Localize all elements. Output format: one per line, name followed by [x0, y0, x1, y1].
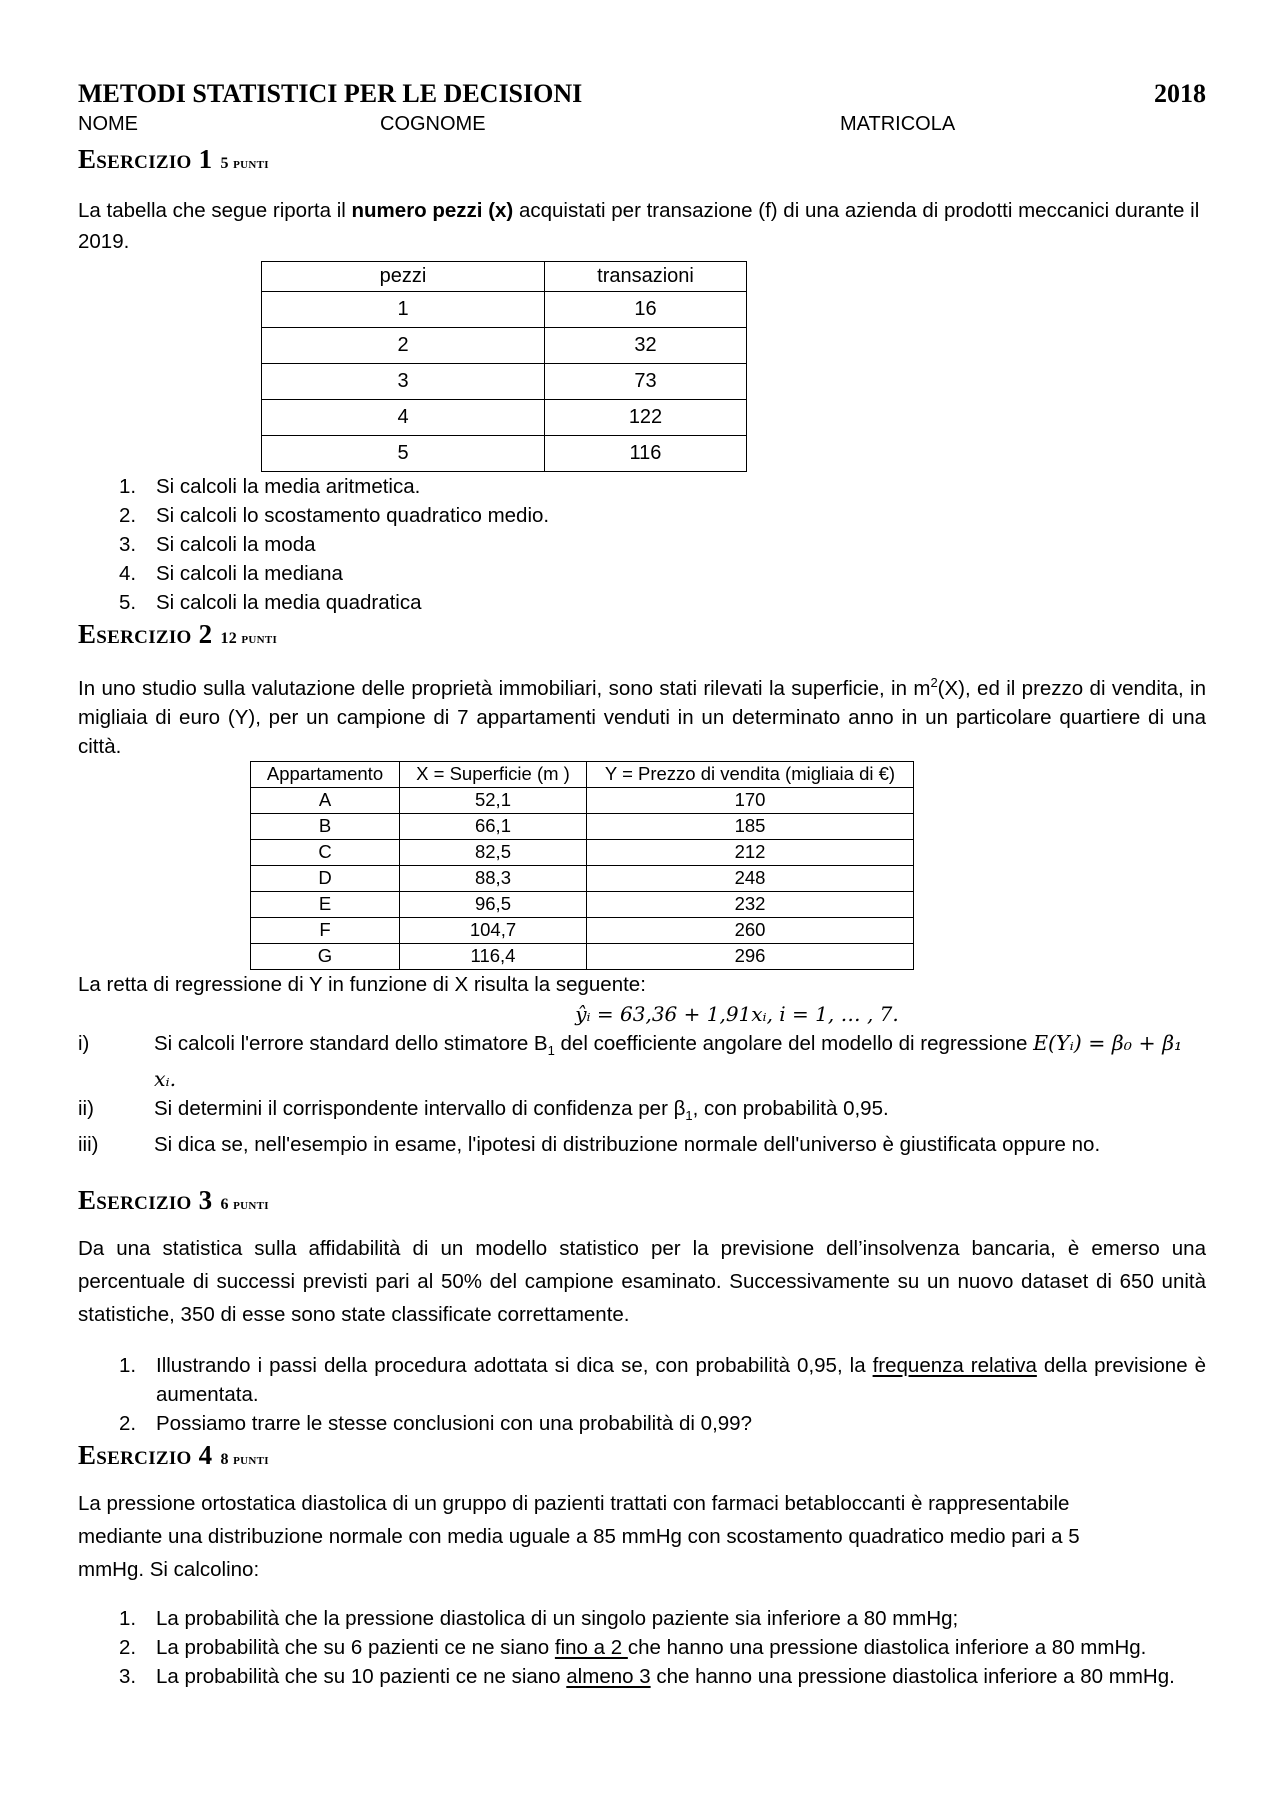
ex4-points: 8 punti: [220, 1451, 269, 1469]
ex3-points: 6 punti: [220, 1196, 269, 1214]
list-item: iii) Si dica se, nell'esempio in esame, l'ipotesi di distribuzione normale dell'universo è giustificata oppure no.: [78, 1133, 1101, 1157]
cognome-label: COGNOME: [380, 113, 486, 135]
list-item: 3. Si calcoli la moda: [119, 533, 316, 556]
exam-header: [78, 78, 1206, 110]
list-item: 5. Si calcoli la media quadratica: [119, 591, 422, 614]
list-item: ii) Si determini il corrispondente intervallo di confidenza per $\beta_1$, con probabilità 0,95.: [78, 1096, 889, 1124]
ex2-questions: [78, 1029, 1206, 1159]
table-row: C 82,5 212: [251, 839, 914, 865]
ex4-questions: [78, 1604, 1206, 1691]
nome-label: NOME: [78, 113, 138, 135]
table-row: A 52,1 170: [251, 787, 914, 813]
list-item: 2. Possiamo trarre le stesse conclusioni con una probabilità di 0,99?: [119, 1412, 752, 1436]
table-row: 4 122: [262, 400, 747, 436]
ex4-heading: Esercizio 4 8 punti: [78, 1440, 269, 1471]
ex3-heading: Esercizio 3 6 punti: [78, 1185, 269, 1216]
regression-text: La retta di regressione di Y in funzione di X risulta la seguente:: [78, 972, 646, 996]
ex1-intro: La tabella che segue riporta il numero pezzi (x) acquistati per transazione (f) di una azienda di prodotti meccanici durante il 2019.: [78, 199, 1200, 253]
ex3-questions: [78, 1351, 1206, 1438]
table-row: F 104,7 260: [251, 917, 914, 943]
ex4-intro: La pressione ortostatica diastolica di un gruppo di pazienti trattati con farmaci betabloccanti è rappresentabile mediante una distribuzione normale con media uguale a 85 mmHg con scostamento quadratico medio pari a 5 mmHg. Si calcolino:: [78, 1492, 1080, 1582]
matricola-label: MATRICOLA: [840, 113, 956, 135]
table-row: E 96,5 232: [251, 891, 914, 917]
exam-title: METODI STATISTICI PER LE DECISIONI: [78, 79, 583, 108]
table-header-row: pezzi transazioni: [262, 262, 747, 292]
ex2-points: 12 punti: [220, 630, 278, 647]
exam-page: [78, 78, 1206, 1691]
table-row: D 88,3 248: [251, 865, 914, 891]
table-row: 5 116: [262, 436, 747, 472]
list-item: 1. Illustrando i passi della procedura adottata si dica se, con probabilità 0,95, la frequenza relativa della previsione è aumentata.: [119, 1354, 1206, 1407]
ex2-table: [250, 761, 914, 970]
exam-year: 2018: [1154, 79, 1206, 108]
list-item: 1. Si calcoli la media aritmetica.: [119, 475, 421, 498]
list-item: 4. Si calcoli la mediana: [119, 562, 343, 585]
ex1-table: [261, 261, 747, 472]
list-item: i) Si calcoli l'errore standard dello stimatore $B_1$ del coefficiente angolare del modello di regressione E(Yᵢ) = β₀ + β₁ xᵢ.: [78, 1030, 1183, 1091]
table-header-row: Appartamento X = Superficie (m ) Y = Prezzo di vendita (migliaia di €): [251, 761, 914, 787]
ex1-points: 5 punti: [220, 155, 269, 172]
regression-equation: ŷᵢ = 63,36 + 1,91xᵢ, i = 1, … , 7.: [575, 1001, 899, 1026]
ex2-intro: In uno studio sulla valutazione delle proprietà immobiliari, sono stati rilevati la superficie, in $m^2(X)$, ed il prezzo di vendita, in migliaia di euro (Y), per un campione di 7 appartamenti venduti in un determinato anno in un particolare quartiere di una città.: [78, 675, 1206, 758]
table-row: G 116,4 296: [251, 943, 914, 969]
ex3-intro: Da una statistica sulla affidabilità di un modello statistico per la previsione dell’insolvenza bancaria, è emerso una percentuale di successi previsti pari al 50% del campione esaminato. Successivamente su un nuovo dataset di 650 unità statistiche, 350 di esse sono state classificate correttamente.: [78, 1237, 1206, 1327]
list-item: 2. La probabilità che su 6 pazienti ce ne siano fino a 2 che hanno una pressione diastolica inferiore a 80 mmHg.: [119, 1636, 1147, 1660]
ex1-heading: Esercizio 1 5 punti: [78, 144, 269, 174]
list-item: 1. La probabilità che la pressione diastolica di un singolo paziente sia inferiore a 80 mmHg;: [119, 1607, 959, 1631]
table-row: B 66,1 185: [251, 813, 914, 839]
table-row: 1 16: [262, 292, 747, 328]
ex2-heading: Esercizio 2 12 punti: [78, 619, 278, 649]
table-row: 3 73: [262, 364, 747, 400]
student-fields: [78, 110, 1206, 138]
list-item: 3. La probabilità che su 10 pazienti ce ne siano almeno 3 che hanno una pressione diastolica inferiore a 80 mmHg.: [119, 1665, 1175, 1689]
ex1-questions: [78, 472, 1206, 617]
list-item: 2. Si calcoli lo scostamento quadratico medio.: [119, 504, 550, 527]
table-row: 2 32: [262, 328, 747, 364]
